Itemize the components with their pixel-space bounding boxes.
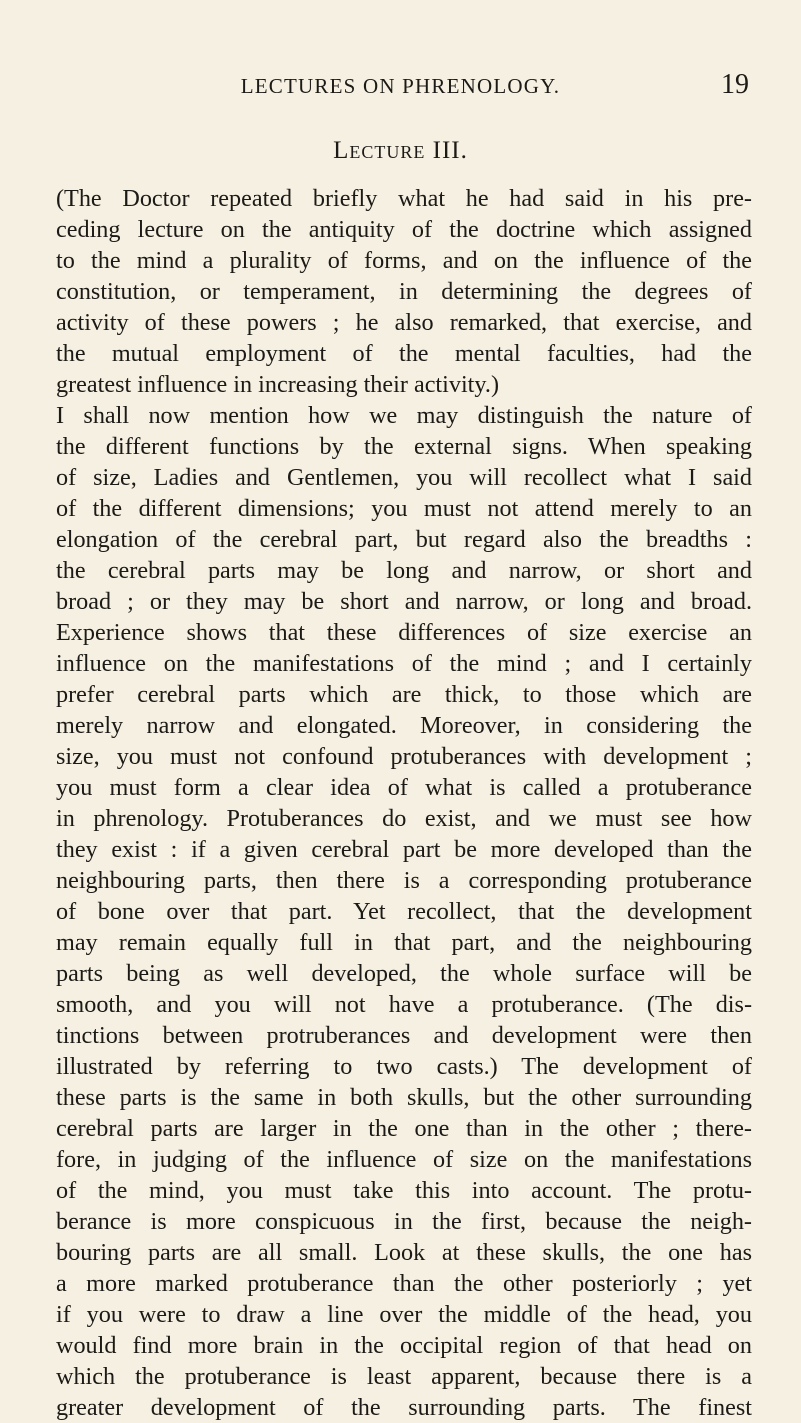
text-line: in phrenology. Protuberances do exist, and we must see how xyxy=(56,805,752,832)
text-line: greater development of the surrounding parts. The finest xyxy=(56,1394,752,1421)
text-line: (The Doctor repeated briefly what he had said in his pre- xyxy=(56,185,752,212)
running-head xyxy=(0,66,801,106)
paragraph-intro xyxy=(56,183,752,400)
text-line: a more marked protuberance than the other posteriorly ; yet xyxy=(56,1270,752,1297)
text-line: merely narrow and elongated. Moreover, in considering the xyxy=(56,712,752,739)
text-line: parts being as well developed, the whole surface will be xyxy=(56,960,752,987)
text-line: of size, Ladies and Gentlemen, you will recollect what I said xyxy=(56,464,752,491)
body-text xyxy=(56,183,752,1423)
text-line: the cerebral parts may be long and narrow, or short and xyxy=(56,557,752,584)
text-line: would find more brain in the occipital region of that head on xyxy=(56,1332,752,1359)
text-line: these parts is the same in both skulls, but the other surrounding xyxy=(56,1084,752,1111)
text-line: the different functions by the external signs. When speaking xyxy=(56,433,752,460)
text-line: ceding lecture on the antiquity of the doctrine which assigned xyxy=(56,216,752,243)
text-line: illustrated by referring to two casts.) The development of xyxy=(56,1053,752,1080)
running-title: LECTURES ON PHRENOLOGY. xyxy=(240,74,561,98)
text-line: if you were to draw a line over the middle of the head, you xyxy=(56,1301,752,1328)
text-line: may remain equally full in that part, and the neighbouring xyxy=(56,929,752,956)
text-line: prefer cerebral parts which are thick, to those which are xyxy=(56,681,752,708)
text-line: to the mind a plurality of forms, and on the influence of the xyxy=(56,247,752,274)
text-line: activity of these powers ; he also remarked, that exercise, and xyxy=(56,309,752,336)
lecture-heading: Lecture III. xyxy=(333,137,468,164)
text-line: which the protuberance is least apparent, because there is a xyxy=(56,1363,752,1390)
text-line: they exist : if a given cerebral part be more developed than the xyxy=(56,836,752,863)
text-line: influence on the manifestations of the mind ; and I certainly xyxy=(56,650,752,677)
text-line: neighbouring parts, then there is a corresponding protuberance xyxy=(56,867,752,894)
text-line: I shall now mention how we may distinguish the nature of xyxy=(56,402,752,429)
text-line: broad ; or they may be short and narrow, or long and broad. xyxy=(56,588,752,615)
text-line: you must form a clear idea of what is called a protuberance xyxy=(56,774,752,801)
text-line: cerebral parts are larger in the one than in the other ; there- xyxy=(56,1115,752,1142)
text-line-last: greatest influence in increasing their activity.) xyxy=(56,371,500,398)
text-line: bouring parts are all small. Look at these skulls, the one has xyxy=(56,1239,752,1266)
text-line: of the mind, you must take this into account. The protu- xyxy=(56,1177,752,1204)
text-line: smooth, and you will not have a protuberance. (The dis- xyxy=(56,991,752,1018)
text-line: constitution, or temperament, in determining the degrees of xyxy=(56,278,752,305)
text-line: of bone over that part. Yet recollect, that the development xyxy=(56,898,752,925)
text-line: of the different dimensions; you must not attend merely to an xyxy=(56,495,752,522)
text-line: Experience shows that these differences of size exercise an xyxy=(56,619,752,646)
text-line: berance is more conspicuous in the first, because the neigh- xyxy=(56,1208,752,1235)
text-line: tinctions between protruberances and development were then xyxy=(56,1022,752,1049)
page-number: 19 xyxy=(721,69,749,100)
paragraph-main xyxy=(56,400,752,1423)
text-line: fore, in judging of the influence of size on the manifestations xyxy=(56,1146,752,1173)
text-line: the mutual employment of the mental faculties, had the xyxy=(56,340,752,367)
text-line: elongation of the cerebral part, but regard also the breadths : xyxy=(56,526,752,553)
text-line: size, you must not confound protuberances with development ; xyxy=(56,743,752,770)
